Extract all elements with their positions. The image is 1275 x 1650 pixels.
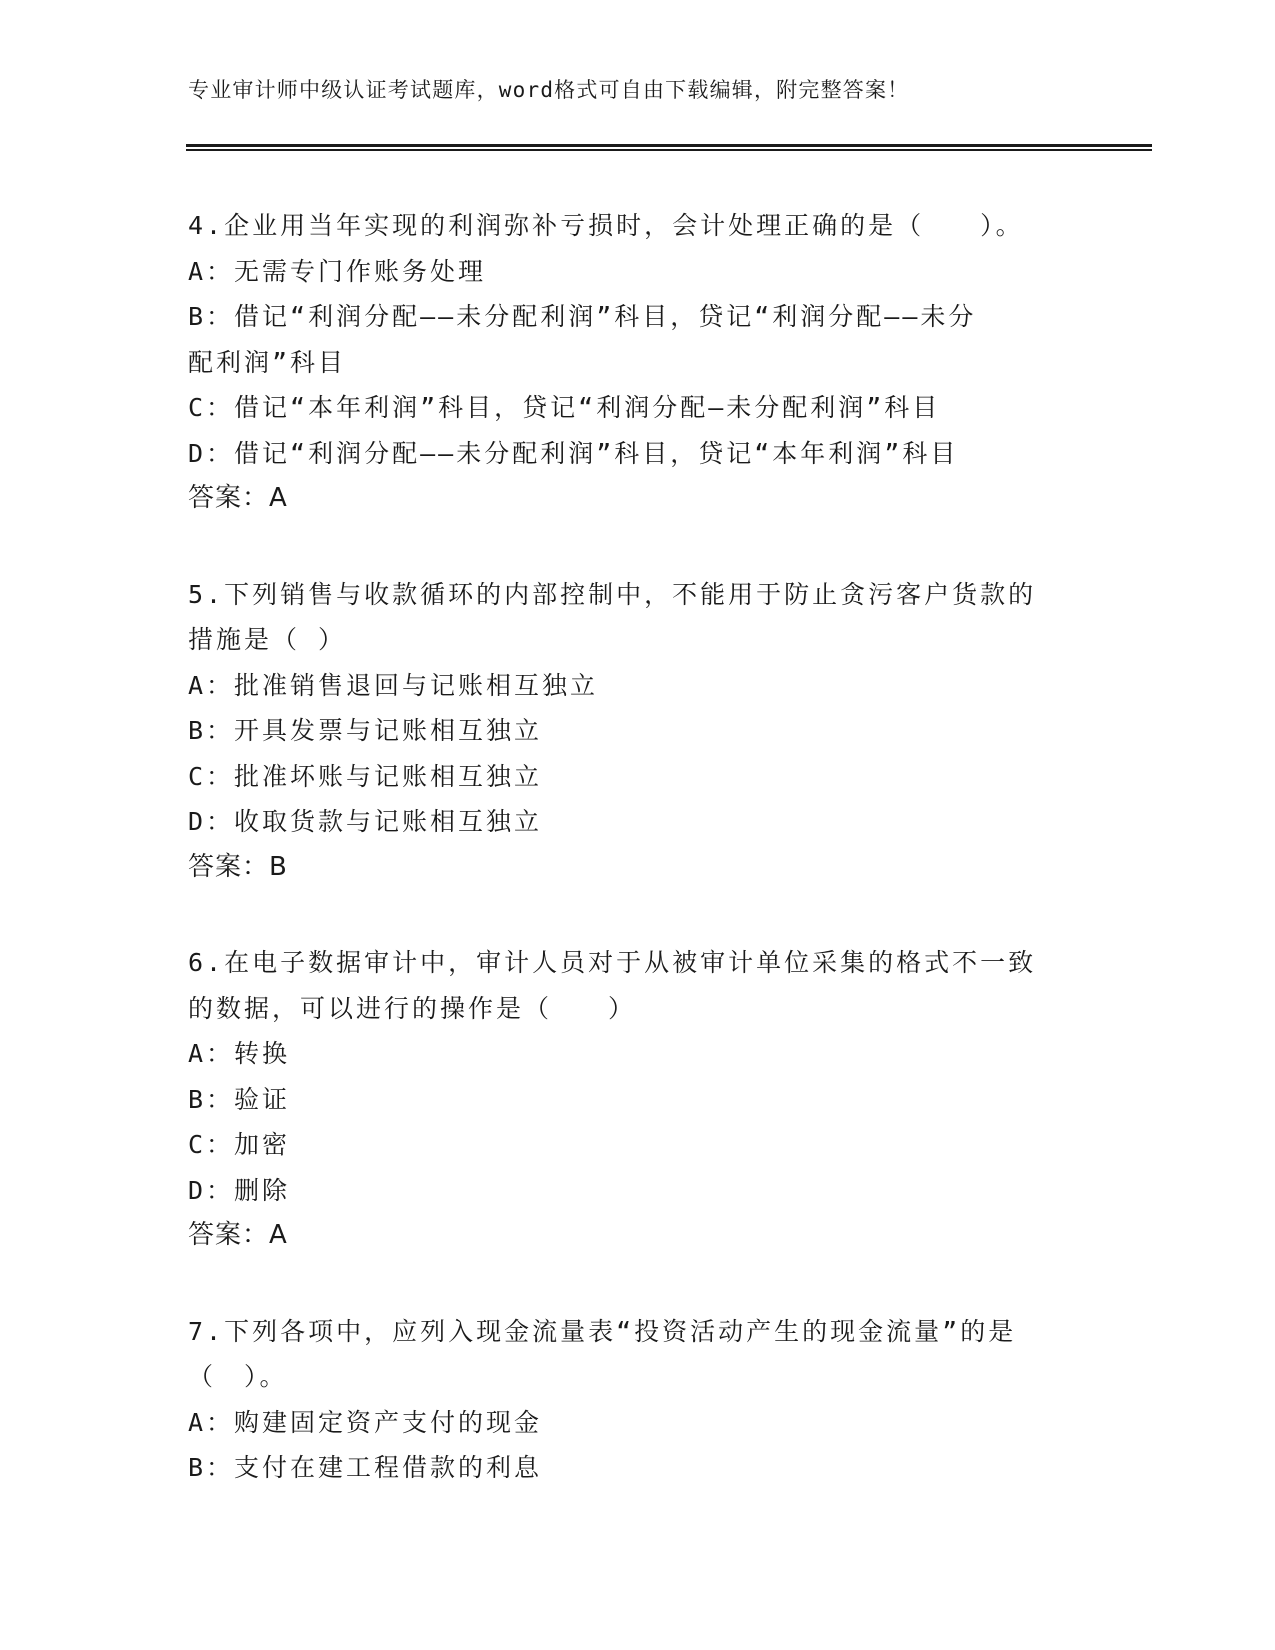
question-stem: 5.下列销售与收款循环的内部控制中，不能用于防止贪污客户货款的 <box>188 579 1037 609</box>
question-5 <box>188 572 1088 891</box>
question-stem-continued: 的数据，可以进行的操作是（ ） <box>188 993 637 1023</box>
question-6 <box>188 940 1088 1259</box>
option-c: C：借记“本年利润”科目，贷记“利润分配—未分配利润”科目 <box>188 393 941 422</box>
question-7 <box>188 1309 1088 1491</box>
answer-value: B <box>269 851 288 882</box>
option-a: A：购建固定资产支付的现金 <box>188 1407 543 1437</box>
question-stem-continued: （ ）。 <box>188 1362 288 1391</box>
question-stem-continued: 措施是（ ） <box>188 625 347 654</box>
answer-label: 答案： <box>188 1220 270 1250</box>
option-b: B：支付在建工程借款的利息 <box>188 1453 543 1482</box>
question-stem: 6.在电子数据审计中，审计人员对于从被审计单位采集的格式不一致 <box>188 948 1037 977</box>
answer-line <box>188 1213 1088 1259</box>
option-b-continued: 配利润”科目 <box>188 347 347 377</box>
header-divider-thin-line <box>186 149 1152 151</box>
page-header: 专业审计师中级认证考试题库，word格式可自由下载编辑，附完整答案！ <box>188 78 910 102</box>
option-c: C：加密 <box>188 1130 291 1159</box>
option-b: B：借记“利润分配——未分配利润”科目，贷记“利润分配——未分 <box>188 302 977 331</box>
answer-value: A <box>269 483 288 513</box>
question-4 <box>188 203 1088 522</box>
option-b: B：开具发票与记账相互独立 <box>188 716 543 745</box>
header-divider <box>186 144 1152 151</box>
answer-line <box>188 845 1088 891</box>
option-b: B：验证 <box>188 1084 291 1114</box>
question-stem: 7.下列各项中，应列入现金流量表“投资活动产生的现金流量”的是 <box>188 1316 1017 1346</box>
option-d: D：借记“利润分配——未分配利润”科目，贷记“本年利润”科目 <box>188 438 959 468</box>
option-a: A：转换 <box>188 1039 291 1068</box>
answer-value: A <box>269 1220 288 1250</box>
answer-line <box>188 476 1088 522</box>
question-stem: 4.企业用当年实现的利润弥补亏损时，会计处理正确的是（ ）。 <box>188 211 1024 240</box>
answer-label: 答案： <box>188 483 270 513</box>
option-c: C：批准坏账与记账相互独立 <box>188 761 543 791</box>
header-divider-thick-line <box>186 144 1152 147</box>
option-d: D：删除 <box>188 1175 291 1205</box>
answer-label: 答案： <box>188 851 270 882</box>
option-d: D：收取货款与记账相互独立 <box>188 807 543 836</box>
option-a: A：无需专门作账务处理 <box>188 256 487 286</box>
option-a: A：批准销售退回与记账相互独立 <box>188 670 599 700</box>
question-list <box>188 203 1088 1541</box>
